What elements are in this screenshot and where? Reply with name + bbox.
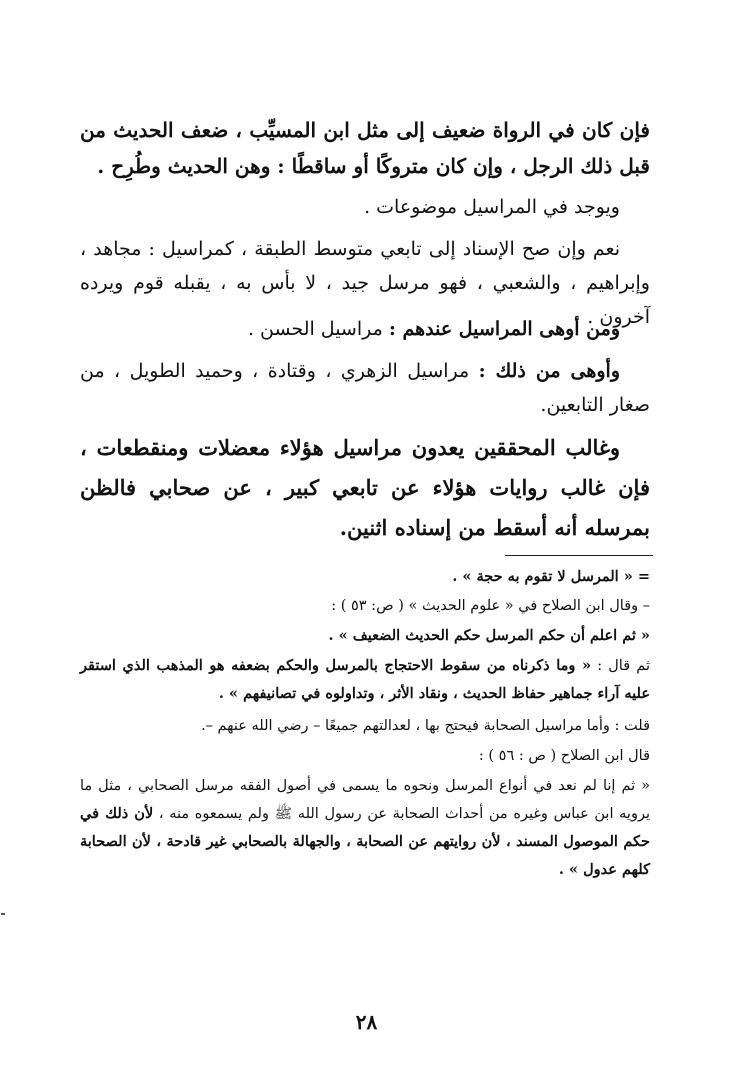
footnote-line-7 [80,772,650,884]
footnote-4-quote: « وما ذكرناه من سقوط الاحتجاج بالمرسل والحكم بضعفه هو المذهب الذي استقر عليه آراء جماهير حفاظ الحديث ، ونقاد الأثر ، وتداولوه في تصانيفهم » . [80,657,650,702]
paragraph-4-rest: مراسيل الحسن . [247,318,389,340]
paragraph-1: فإن كان في الرواة ضعيف إلى مثل ابن المسيِّب ، ضعف الحديث من قبل ذلك الرجل ، وإن كان متروكًا أو ساقطًا : وهن الحديث وطُرِح . [80,118,650,178]
footnote-line-1: = « المرسل لا تقوم به حجة » . [452,568,650,585]
footnote-line-6: قال ابن الصلاح ( ص : ٥٦ ) : [478,748,650,764]
footnote-line-5: قلت : وأما مراسيل الصحابة فيحتج بها ، لعدالتهم جميعًا – رضي الله عنهم –. [201,718,650,734]
page-number: ٢٨ [355,1010,378,1034]
footnote-line-3: « ثم اعلم أن حكم المرسل حكم الحديث الضعيف » . [328,627,650,644]
footnote-line-2: – وقال ابن الصلاح في « علوم الحديث » ( ص: ٥٣ ) : [331,598,650,614]
footnote-separator [505,555,653,556]
footnote-line-4 [80,652,650,708]
paragraph-4-lead: ومن أوهى المراسيل عندهم : [388,318,620,340]
paragraph-6: وغالب المحققين يعدون مراسيل هؤلاء معضلات ومنقطعات ، فإن غالب روايات هؤلاء عن تابعي كبير ، عن صحابي فالظن بمرسله أنه أسقط من إسناده اثنين. [80,435,650,540]
paragraph-2: ويوجد في المراسيل موضوعات . [364,196,620,218]
footnote-4-lead: ثم قال : [591,658,650,674]
paragraph-5 [80,354,650,422]
paragraph-4 [80,312,650,346]
paragraph-5-rest: مراسيل الزهري ، وقتادة ، وحميد الطويل ، من صغار التابعين. [80,360,650,416]
paragraph-5-lead: وأوهى من ذلك : [478,360,620,382]
scan-edge-mark [1,913,5,915]
footnote-7-bold: لأن ذلك في حكم الموصول المسند ، لأن روايتهم عن الصحابة ، والجهالة بالصحابي غير قادحة ، لأن الصحابة كلهم عدول » . [80,805,650,878]
footnote-7-normal: « ثم إنا لم نعد في أنواع المرسل ونحوه ما يسمى في أصول الفقه مرسل الصحابي ، مثل ما يرويه ابن عباس وغيره من أحداث الصحابة عن رسول الله ﷺ ولم يسمعوه منه ، [80,778,650,822]
paragraph-3: نعم وإن صح الإسناد إلى تابعي متوسط الطبقة ، كمراسيل : مجاهد ، وإبراهيم ، والشعبي ، فهو مرسل جيد ، لا بأس به ، يقبله قوم ويرده آخرون . [80,238,650,328]
